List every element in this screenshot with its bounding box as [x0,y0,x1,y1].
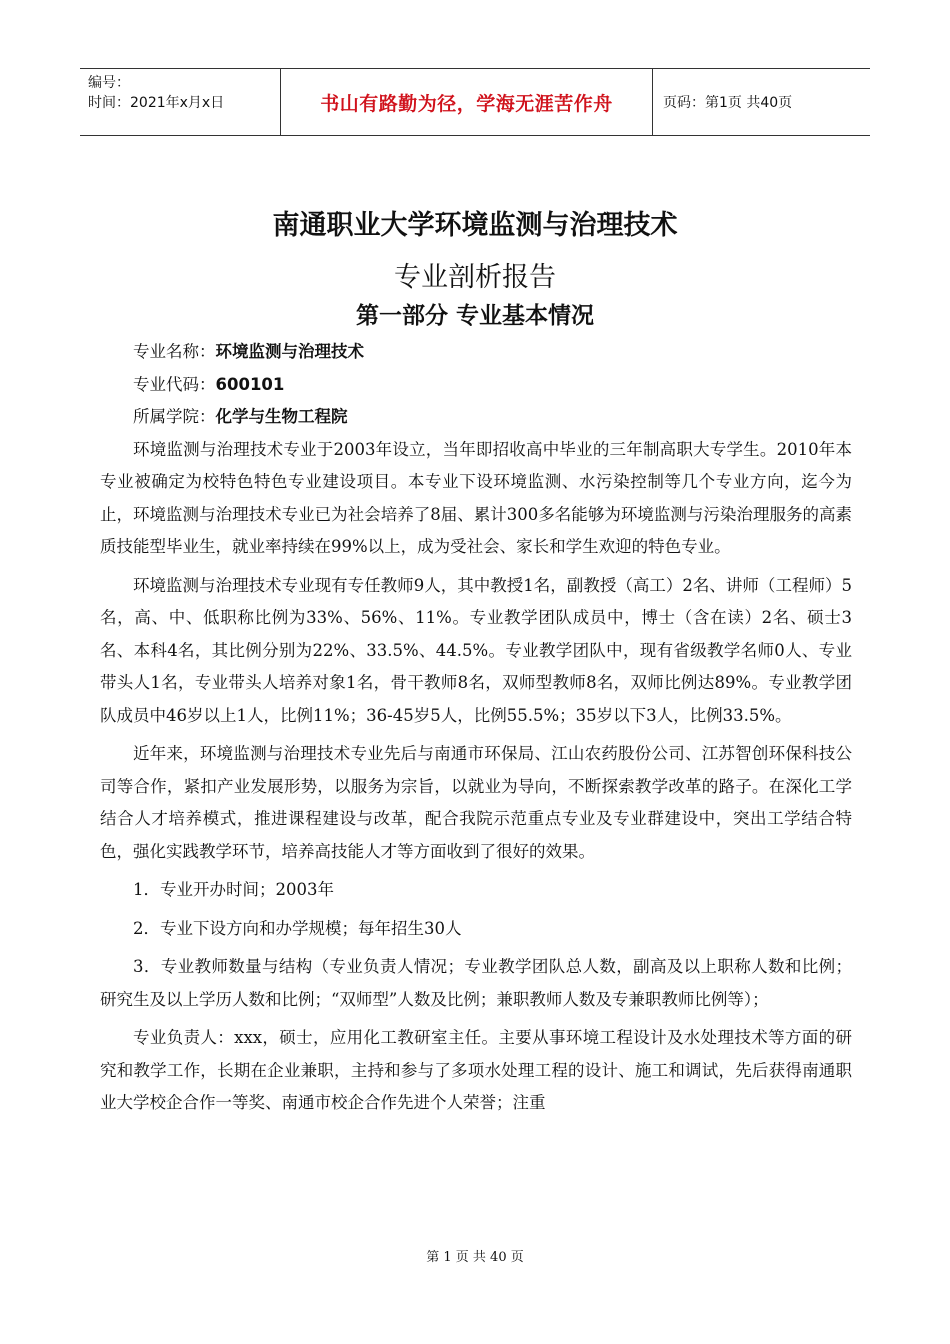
paragraph: 环境监测与治理技术专业于2003年设立，当年即招收高中毕业的三年制高职大专学生。2010年本专业被确定为校特色特色专业建设项目。本专业下设环境监测、水污染控制等几个专业方向，迄今为止，环境监测与治理技术专业已为社会培养了8届、累计300多名能够为环境监测与污染治理服务的高素质技能型毕业生，就业率持续在99%以上，成为受社会、家长和学生欢迎的特色专业。 [100,439,852,556]
list-item: 3．专业教师数量与结构（专业负责人情况；专业教学团队总人数，副高及以上职称人数和比例；研究生及以上学历人数和比例；“双师型”人数及比例；兼职教师人数及专兼职教师比例等）； [100,957,852,1009]
college-value: 化学与生物工程院 [215,407,348,426]
document-body [100,336,852,1120]
document-title-line2: 专业剖析报告 [394,262,556,293]
header-meta-cell [80,69,281,135]
major-code-value: 600101 [215,374,285,394]
page-footer: 第 1 页 共 40 页 [426,1250,524,1265]
info-major-code [100,369,852,402]
document-title-line1: 南通职业大学环境监测与治理技术 [272,210,678,241]
paragraph: 环境监测与治理技术专业现有专任教师9人，其中教授1名，副教授（高工）2名、讲师（工程师）5名，高、中、低职称比例为33%、56%、11%。专业教学团队成员中，博士（含在读）2名、硕士3名、本科4名，其比例分别为22%、33.5%、44.5%。专业教学团队中，现有省级教学名师0人、专业带头人1名，专业带头人培养对象1名，骨干教师8名，双师型教师8名，双师比例达89%。专业教学团队成员中46岁以上1人，比例11%；36-45岁5人，比例55.5%；35岁以下3人，比例33.5%。 [100,575,852,725]
list-item: 1．专业开办时间；2003年 [133,880,334,899]
paragraph: 专业负责人：xxx，硕士，应用化工教研室主任。主要从事环境工程设计及水处理技术等方面的研究和教学工作，长期在企业兼职，主持和参与了多项水处理工程的设计、施工和调试，先后获得南通职业大学校企合作一等奖、南通市校企合作先进个人荣誉；注重 [100,1028,852,1112]
major-name-label: 专业名称： [133,342,216,361]
major-name-value: 环境监测与治理技术 [215,342,364,361]
major-code-label: 专业代码： [133,374,216,394]
header-motto: 书山有路勤为径，学海无涯苦作舟 [281,69,653,135]
info-college [100,401,852,434]
college-label: 所属学院： [133,407,216,426]
header-table [80,68,870,136]
header-page-info: 页码：第1页 共40页 [663,95,793,111]
paragraph: 近年来，环境监测与治理技术专业先后与南通市环保局、江山农药股份公司、江苏智创环保科技公司等合作，紧扣产业发展形势，以服务为宗旨，以就业为导向，不断探索教学改革的路子。在深化工学结合人才培养模式，推进课程建设与改革，配合我院示范重点专业及专业群建设中，突出工学结合特色，强化实践教学环节，培养高技能人才等方面收到了很好的效果。 [100,744,852,861]
time-label: 时间：2021年x月x日 [88,95,225,111]
list-item: 2．专业下设方向和办学规模；每年招生30人 [133,918,462,938]
section-heading: 第一部分 专业基本情况 [355,303,594,329]
number-label: 编号： [88,75,130,91]
info-major-name [100,336,852,369]
